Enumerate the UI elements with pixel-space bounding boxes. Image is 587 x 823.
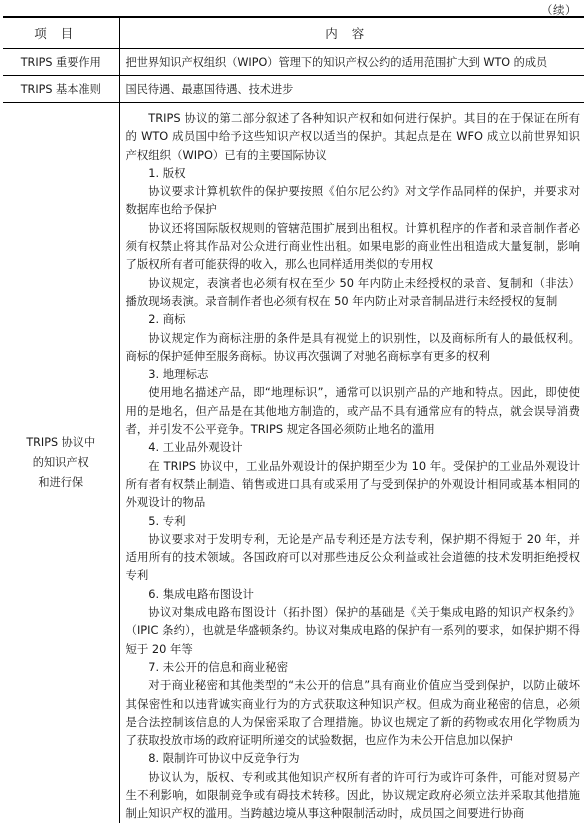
paragraph: 协议还将国际版权规则的管辖范围扩展到出租权。计算机程序的作者和录音制作者必须有权禁止将其作品对公众进行商业性出租。如果电影的商业性出租造成大量复制，影响了版权所有者可能获得的收入，那么也同样适用类似的专用权: [125, 220, 580, 272]
paragraph: 协议要求计算机软件的保护要按照《伯尔尼公约》对文学作品同样的保护，并要求对数据库也给予保护: [125, 184, 580, 217]
section-heading: 1. 版权: [148, 165, 186, 180]
header-item: 项目: [3, 17, 119, 49]
row-content-text: 国民待遇、最惠国待遇、技术进步: [119, 76, 584, 103]
section-heading: 4. 工业品外观设计: [148, 440, 243, 455]
row-item-label: TRIPS 重要作用: [3, 49, 119, 76]
row-content-body: [119, 103, 584, 823]
row-item-label: [3, 103, 119, 823]
paragraph: 对于商业秘密和其他类型的“未公开的信息”具有商业价值应当受到保护，以防止破坏其保密性和以违背诚实商业行为的方式获取这种知识产权。但成为商业秘密的信息，必须是合法控制该信息的人为保密采取了合理措施。协议也规定了新的药物或农用化学物质为了获取投放市场的政府证明所递交的试验数据，也应作为未公开信息加以保护: [125, 678, 580, 748]
paragraph: 协议要求对于发明专利，无论是产品专利还是方法专利，保护期不得短于 20 年，并适用所有的技术领域。各国政府可以对那些违反公众利益或社会道德的技术发明拒绝授权专利: [125, 531, 580, 583]
row-item-label-line: 的知识产权: [32, 455, 89, 469]
paragraph: 在 TRIPS 协议中，工业品外观设计的保护期至少为 10 年。受保护的工业品外观设计所有者有权禁止制造、销售或进口具有或采用了与受到保护的外观设计相同或基本相同的外观设计的物品: [125, 458, 580, 510]
intro-paragraph: TRIPS 协议的第二部分叙述了各种知识产权和如何进行保护。其目的在于保证在所有的 WTO 成员国中给予这些知识产权以适当的保护。其起点是在 WFO 成立以前世界知识产权组织（WIPO）已有的主要国际协议: [125, 111, 580, 162]
table-row: [3, 49, 584, 76]
row-content-text: 把世界知识产权组织（WIPO）管理下的知识产权公约的适用范围扩大到 WTO 的成员: [119, 49, 584, 76]
section-heading: 6. 集成电路布图设计: [148, 586, 254, 601]
trips-table: [3, 16, 584, 823]
continued-label: （续）: [541, 3, 577, 17]
paragraph: 协议规定，表演者也必须有权在至少 50 年内防止未经授权的录音、复制和（非法）播放现场表演。录音制作者也必须有权在 50 年内防止对录音制品进行未经授权的复制: [125, 275, 580, 308]
section-heading: 3. 地理标志: [148, 367, 209, 382]
table-row: [3, 103, 584, 823]
paragraph: 使用地名描述产品，即“地理标识”，通常可以识别产品的产地和特点。因此，即使使用的是地名，但产品是在其他地方制造的，或产品不具有通常应有的特点，就会误导消费者，并引发不公平竞争。TRIPS 规定各国必须防止地名的滥用: [125, 385, 580, 437]
paragraph: 协议认为，版权、专利或其他知识产权所有者的许可行为或许可条件，可能对贸易产生不利影响，如限制竞争或有碍技术转移。因此，协议规定政府必须立法并采取其他措施制止知识产权的滥用。当跨越边境从事这种限制活动时，成员国之间要进行协商: [125, 769, 580, 821]
section-heading: 2. 商标: [148, 312, 186, 327]
row-item-label-line: TRIPS 协议中: [26, 435, 96, 449]
section-heading: 7. 未公开的信息和商业秘密: [148, 659, 289, 674]
section-heading: 8. 限制许可协议中反竞争行为: [148, 751, 300, 766]
row-item-label-line: 和进行保: [38, 475, 84, 489]
table-header-row: [3, 17, 584, 49]
section-heading: 5. 专利: [148, 513, 186, 528]
table-row: [3, 76, 584, 103]
paragraph: 协议对集成电路布图设计（拓扑图）保护的基础是《关于集成电路的知识产权条约》（IPIC 条约），也就是华盛顿条约。协议对集成电路的保护有一系列的要求，如保护期不得短于 20 年等: [125, 605, 580, 656]
row-item-label: TRIPS 基本准则: [3, 76, 119, 103]
paragraph: 协议规定作为商标注册的条件是具有视觉上的识别性，以及商标所有人的最低权利。商标的保护延伸至服务商标。协议再次强调了对驰名商标享有更多的权利: [125, 330, 580, 363]
header-content: 内容: [119, 17, 584, 49]
